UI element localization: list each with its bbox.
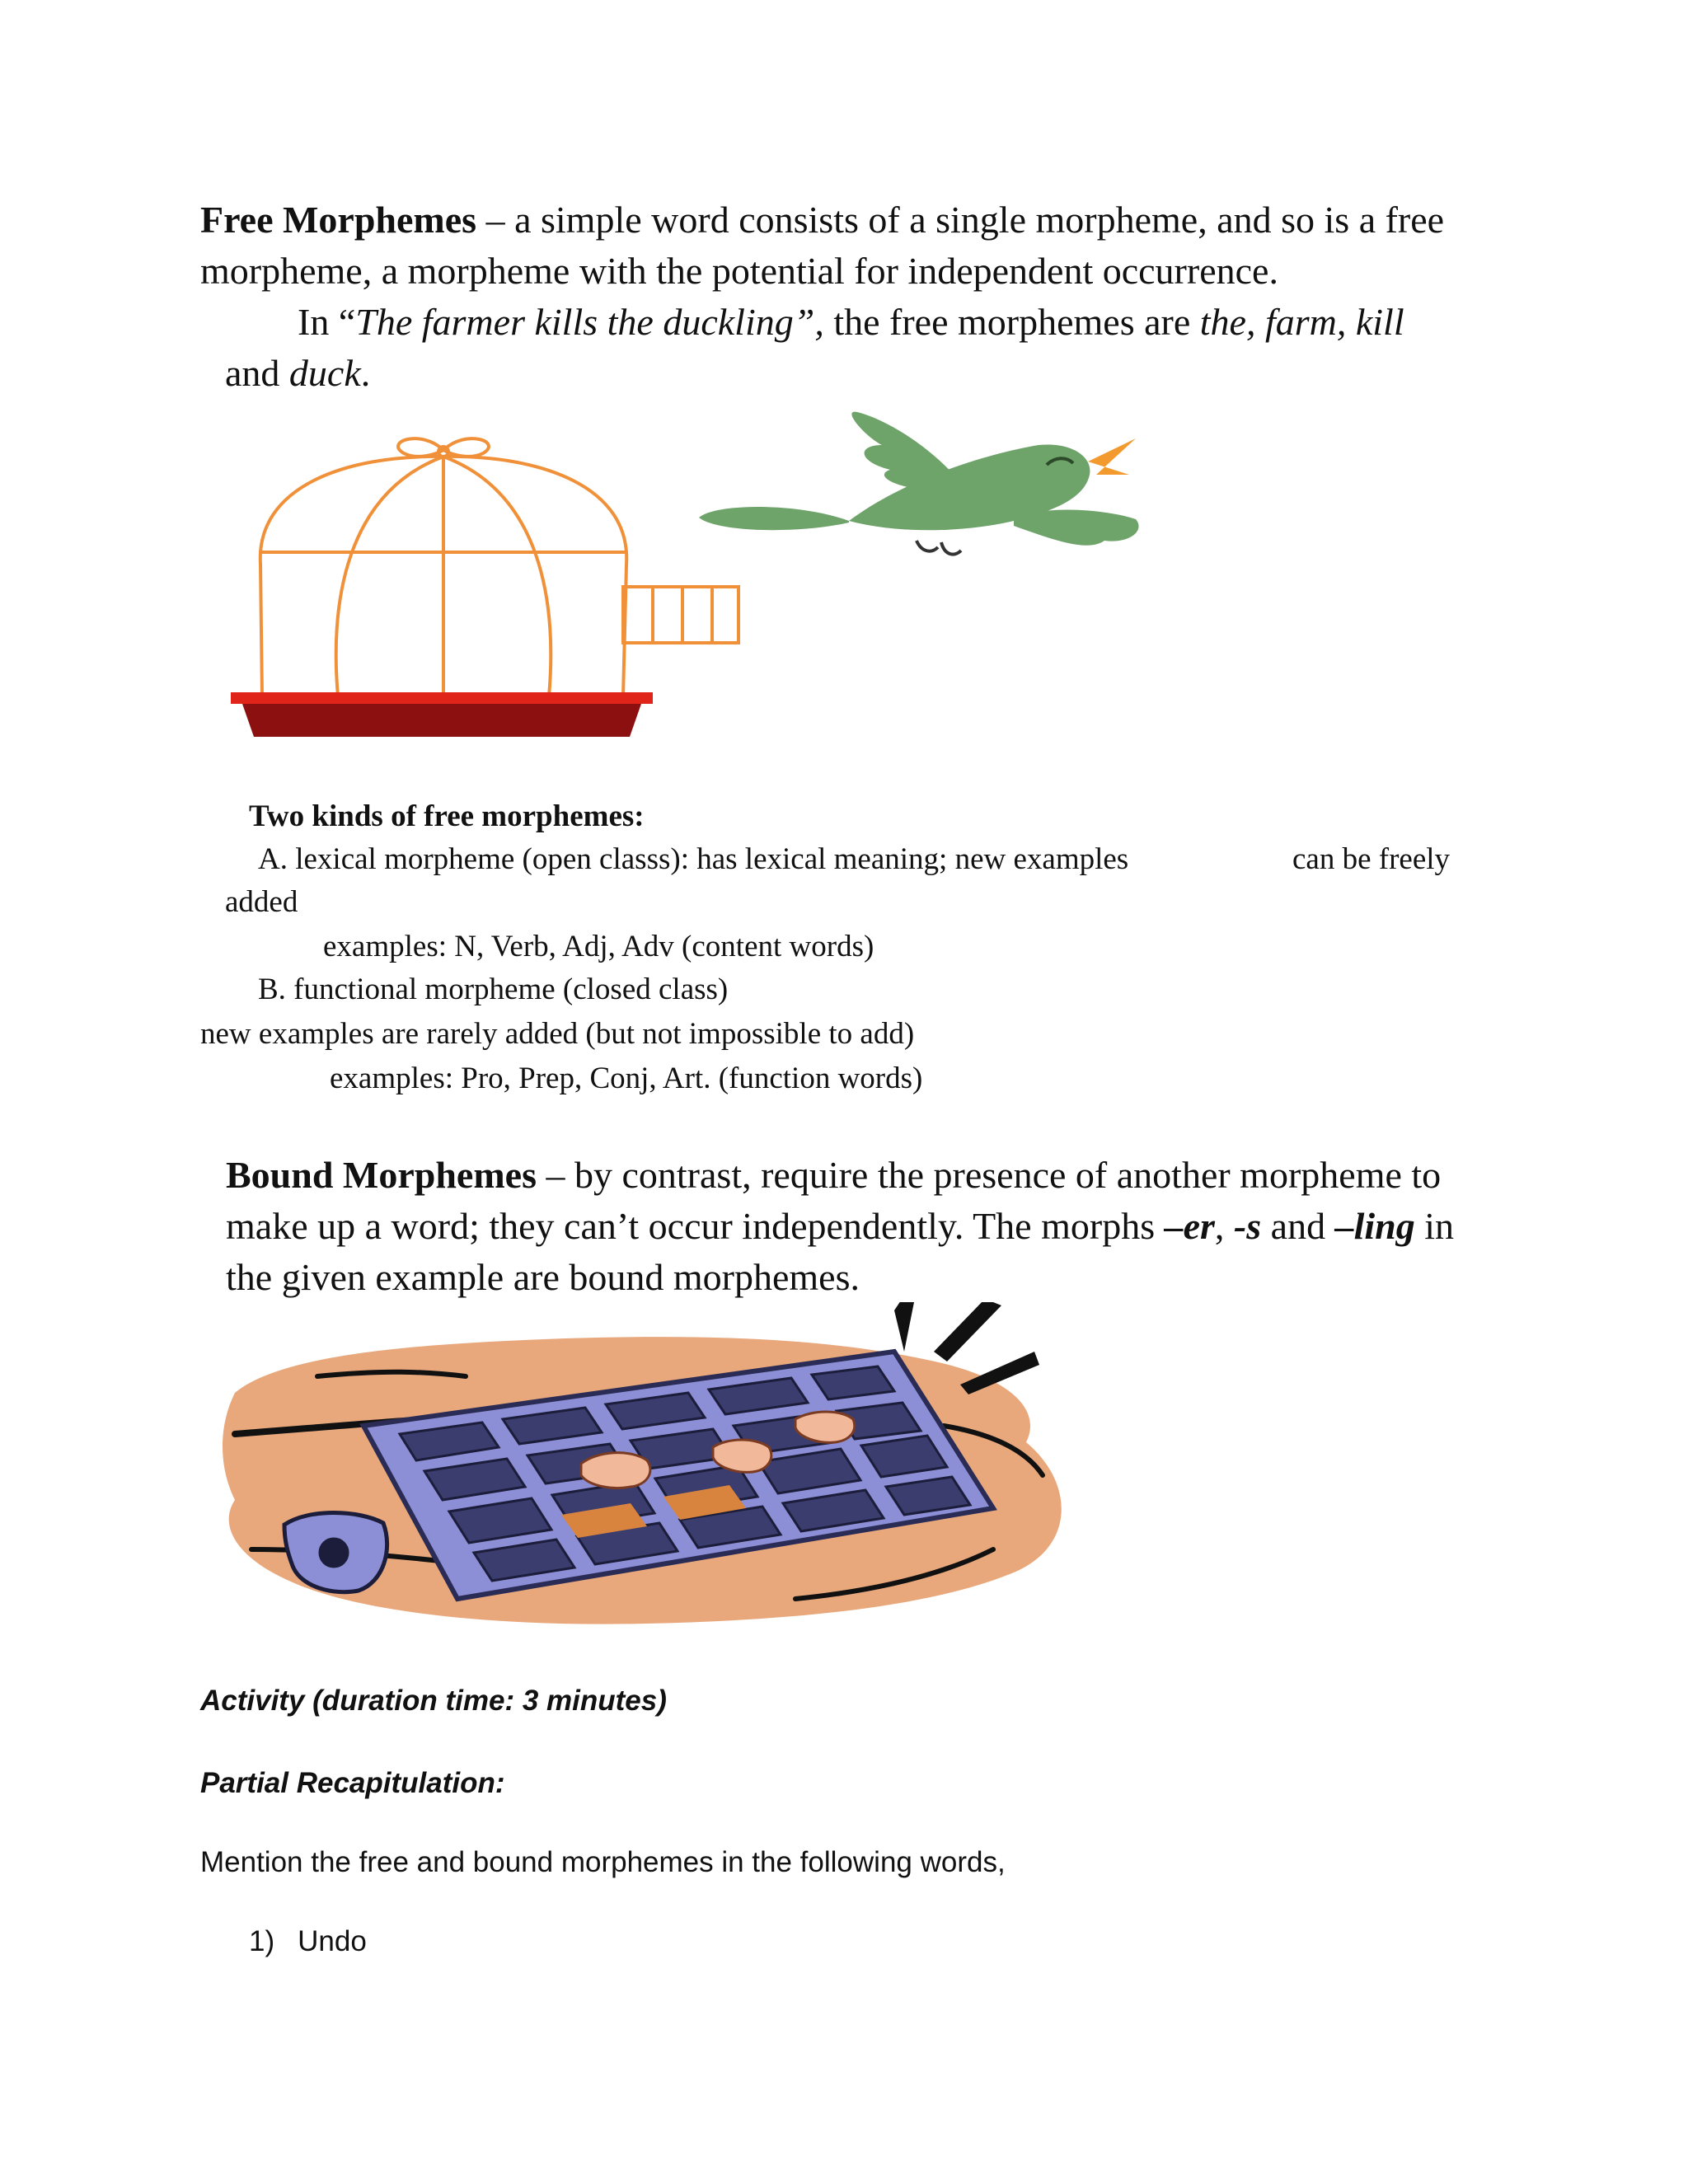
line4-period: .	[360, 352, 371, 394]
morph-ling: –ling	[1334, 1205, 1415, 1247]
bound-line1-text: – by contrast, require the presence of another morpheme to	[536, 1154, 1442, 1196]
free-morphemes-heading: Free Morphemes	[200, 199, 477, 241]
flying-bird-icon	[699, 412, 1139, 555]
list-item-number: 1)	[249, 1925, 275, 1957]
kind-a-line-1-right: can be freely	[1292, 842, 1451, 876]
line4-and: and	[225, 352, 289, 394]
birdcage-icon	[260, 438, 738, 696]
bound-line2-text: make up a word; they can’t occur independently. The morphs	[226, 1205, 1165, 1247]
example-sentence: The farmer kills the duckling	[355, 301, 794, 343]
morph-sep-1: ,	[1214, 1205, 1234, 1247]
free-morpheme-illustration	[223, 396, 1236, 758]
free-morphemes-line-1	[200, 194, 1444, 246]
example-free-list: the, farm, kill	[1199, 301, 1404, 343]
example-close: ”,	[793, 301, 824, 343]
kind-a-line-2: added	[225, 885, 298, 919]
free-morphemes-line-2: morpheme, a morpheme with the potential for independent occurrence.	[200, 250, 1278, 292]
kind-b-line-2: new examples are rarely added (but not impossible to add)	[200, 1017, 915, 1051]
kind-b-line-1: B. functional morpheme (closed class)	[258, 972, 729, 1006]
kind-a-line-1: A. lexical morpheme (open classs): has lexical meaning; new examples	[258, 842, 1129, 876]
free-morphemes-example-line	[298, 297, 1404, 348]
kind-a-examples: examples: N, Verb, Adj, Adv (content words)	[323, 930, 874, 963]
bound-line2-end: in	[1414, 1205, 1455, 1247]
bound-morphemes-heading: Bound Morphemes	[226, 1154, 537, 1196]
example-mid: the free morphemes are	[823, 301, 1200, 343]
activity-subtitle: Partial Recapitulation:	[200, 1767, 505, 1799]
activity-instruction: Mention the free and bound morphemes in the following words,	[200, 1846, 1006, 1878]
morph-er: –er	[1164, 1205, 1215, 1247]
list-item	[249, 1922, 367, 1961]
line4-duck: duck	[288, 352, 361, 394]
bound-morpheme-illustration	[218, 1302, 1092, 1640]
two-kinds-heading: Two kinds of free morphemes:	[249, 799, 645, 833]
free-line1-text: – a simple word consists of a single morpheme, and so is a free	[476, 199, 1445, 241]
activity-title: Activity (duration time: 3 minutes)	[200, 1685, 667, 1717]
jail-grate-icon	[223, 1302, 1062, 1624]
bound-morphemes-line-2	[226, 1201, 1454, 1252]
example-prefix: In “	[298, 301, 356, 343]
morph-sep-2: and	[1261, 1205, 1335, 1247]
bound-morphemes-line-3: the given example are bound morphemes.	[226, 1256, 860, 1298]
cage-base	[231, 692, 653, 737]
kind-b-examples: examples: Pro, Prep, Conj, Art. (function words)	[330, 1062, 923, 1095]
bound-morphemes-line-1	[226, 1150, 1441, 1201]
list-item-text: Undo	[298, 1925, 367, 1957]
free-morphemes-line-4	[225, 348, 370, 399]
morph-s: -s	[1233, 1205, 1262, 1247]
